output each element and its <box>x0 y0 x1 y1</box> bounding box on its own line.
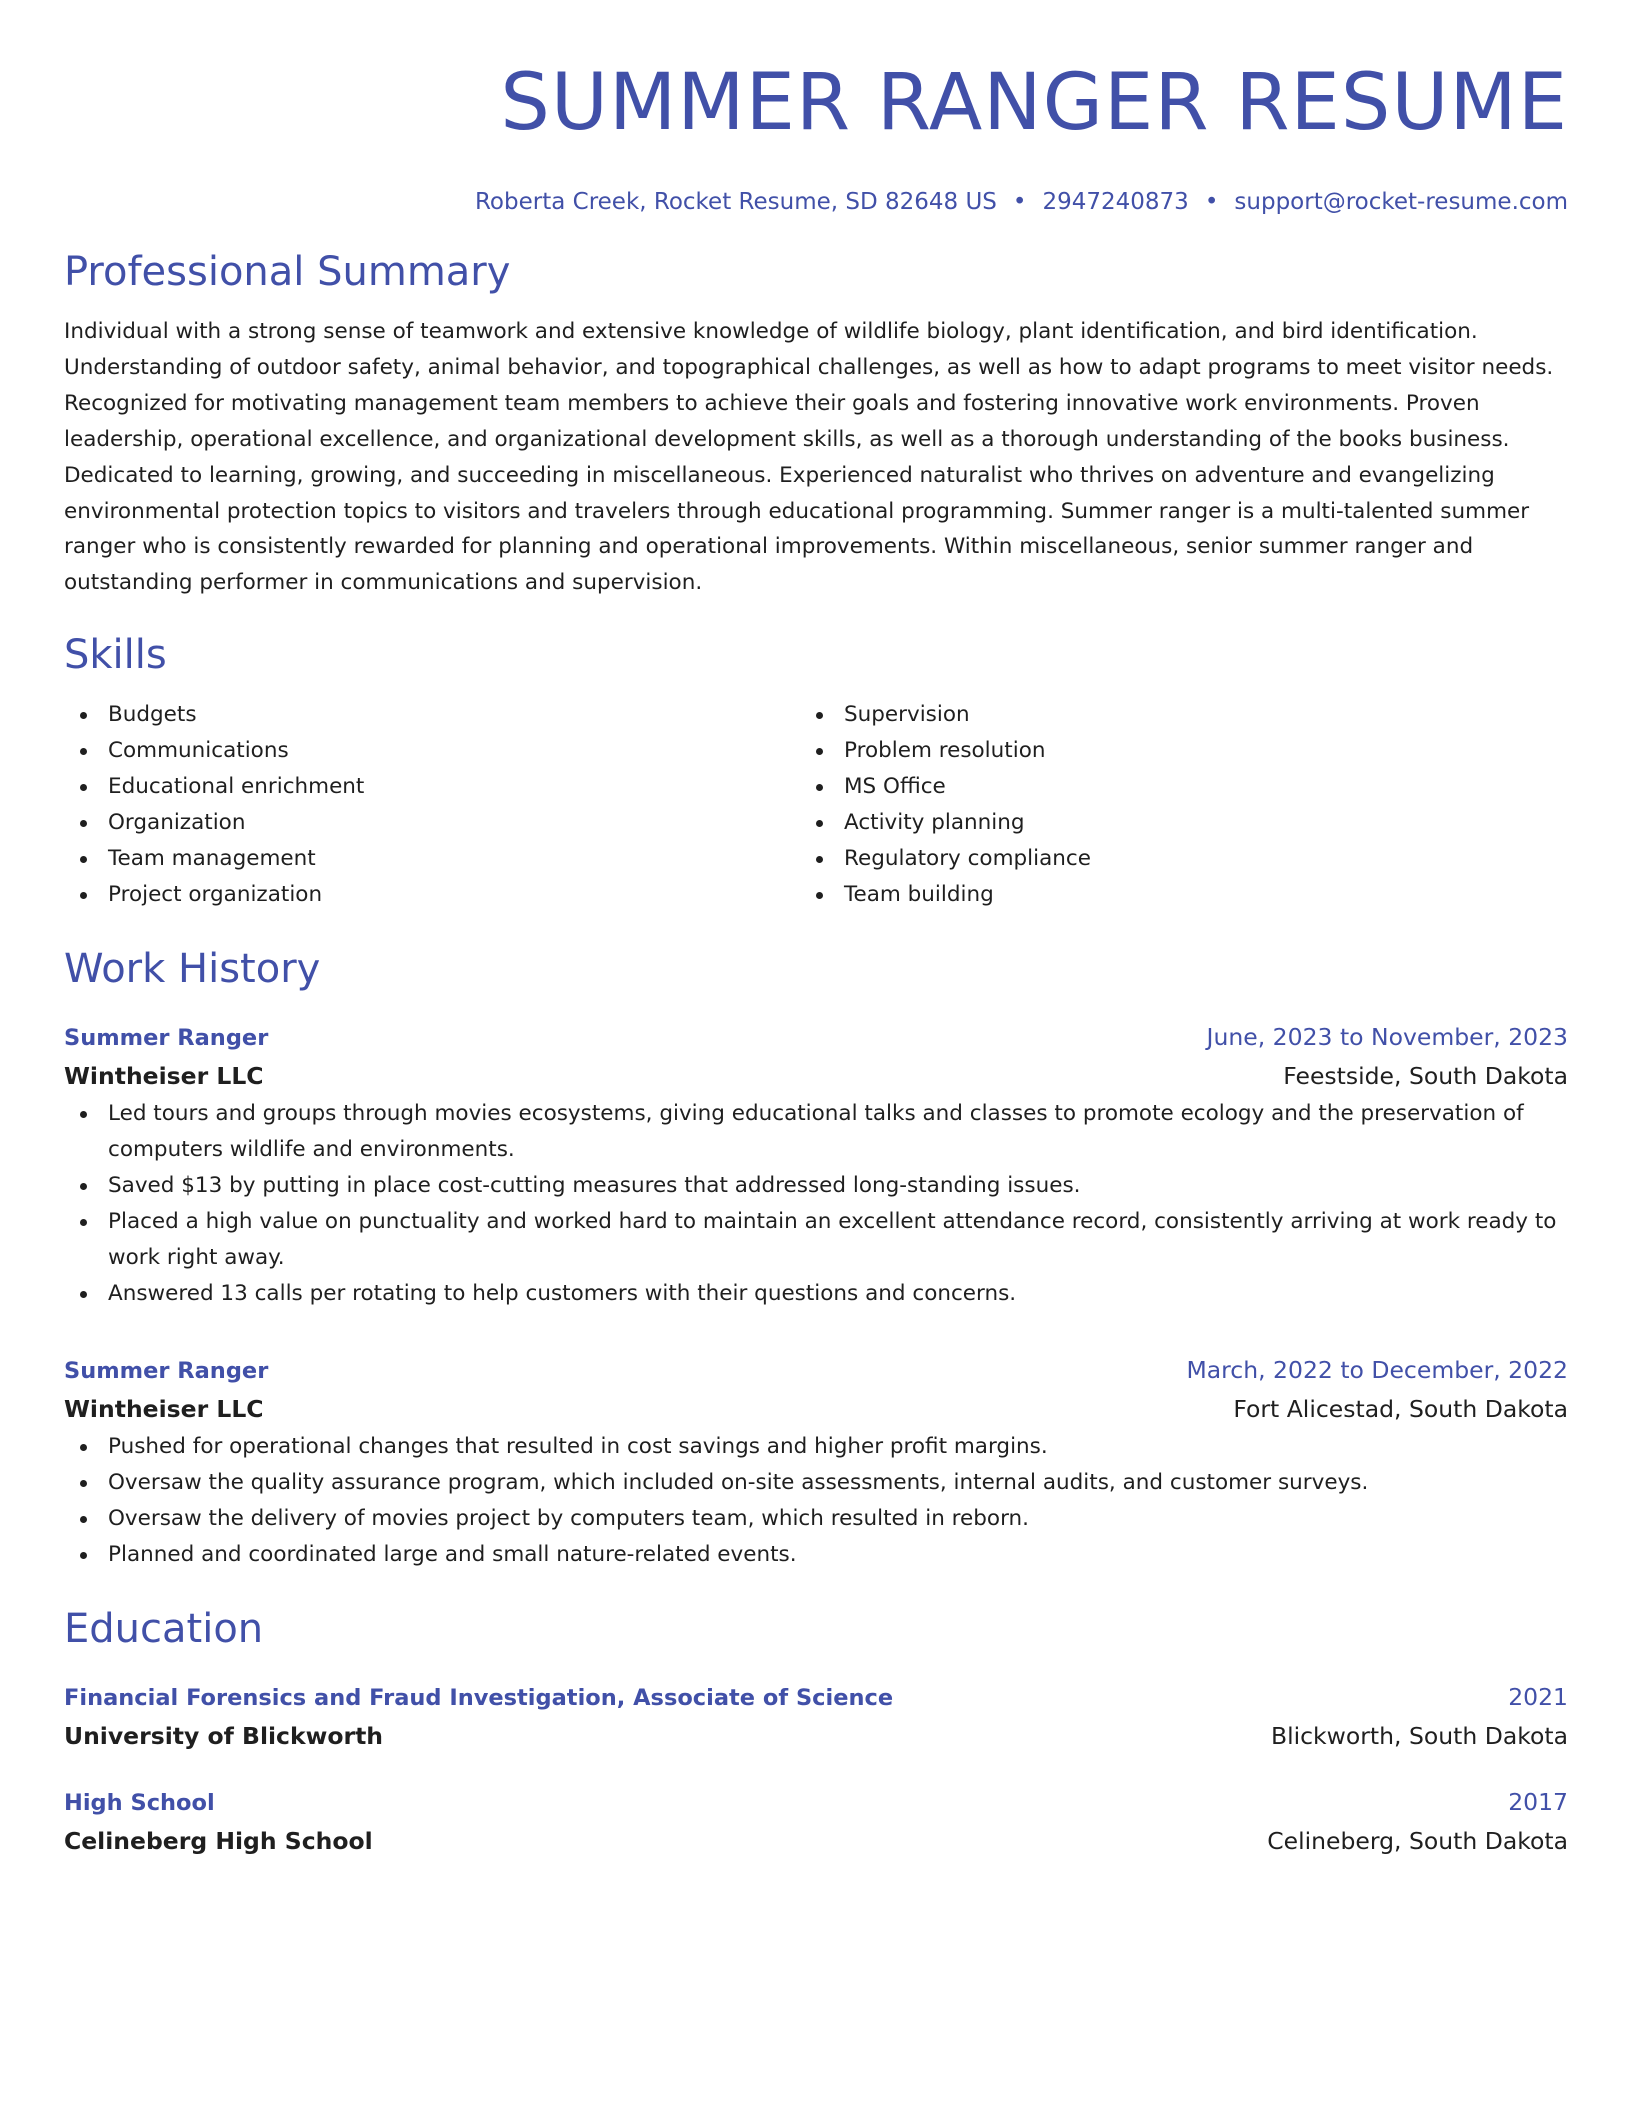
skill-item: Communications <box>64 733 800 769</box>
contact-separator: • <box>1204 189 1219 215</box>
resume-header <box>64 50 1568 218</box>
skills-section <box>64 629 1568 913</box>
job-title: Summer Ranger <box>64 1358 269 1385</box>
section-title-skills: Skills <box>64 632 167 679</box>
education-entry <box>64 1784 1568 1861</box>
job-bullet: Placed a high value on punctuality and worked hard to maintain an excellent attendance record, consistently arriving at work ready to work right away. <box>64 1204 1568 1276</box>
job-bullets <box>64 1096 1568 1312</box>
job-bullet: Pushed for operational changes that resulted in cost savings and higher profit margins. <box>64 1429 1568 1465</box>
job-title: Summer Ranger <box>64 1025 269 1052</box>
education-school-row <box>64 1716 1568 1756</box>
skill-item: Activity planning <box>800 805 1536 841</box>
skill-item: Organization <box>64 805 800 841</box>
education-school: University of Blickworth <box>64 1722 384 1751</box>
contact-email[interactable]: support@rocket-resume.com <box>1234 189 1568 215</box>
skill-item: Problem resolution <box>800 733 1536 769</box>
skills-column-right <box>800 697 1536 913</box>
skill-item: Budgets <box>64 697 800 733</box>
job-location: Fort Alicestad, South Dakota <box>1233 1395 1568 1424</box>
skill-item: Regulatory compliance <box>800 841 1536 877</box>
job-dates: March, 2022 to December, 2022 <box>1186 1356 1568 1385</box>
contact-separator: • <box>1012 189 1027 215</box>
work-history-section <box>64 943 1568 1573</box>
job-bullet: Saved $13 by putting in place cost-cutting measures that addressed long-standing issues. <box>64 1168 1568 1204</box>
job-company-row <box>64 1389 1568 1429</box>
job-header-row <box>64 1019 1568 1056</box>
job-bullet: Led tours and groups through movies ecosystems, giving educational talks and classes to promote ecology and the preservation of computers wildlife and environments. <box>64 1096 1568 1168</box>
skill-item: Supervision <box>800 697 1536 733</box>
education-school-row <box>64 1821 1568 1861</box>
skill-item: Project organization <box>64 877 800 913</box>
contact-address: Roberta Creek, Rocket Resume, SD 82648 US <box>474 189 997 215</box>
skills-column-left <box>64 697 800 913</box>
education-header-row <box>64 1784 1568 1821</box>
job-entry <box>64 1352 1568 1573</box>
skills-grid <box>64 697 1568 913</box>
skill-item: MS Office <box>800 769 1536 805</box>
education-section <box>64 1603 1568 1861</box>
education-year: 2021 <box>1508 1683 1568 1712</box>
job-bullets <box>64 1429 1568 1573</box>
job-bullet: Answered 13 calls per rotating to help customers with their questions and concerns. <box>64 1276 1568 1312</box>
section-title-education: Education <box>64 1606 264 1653</box>
education-entry <box>64 1679 1568 1756</box>
job-entry <box>64 1019 1568 1312</box>
job-company: Wintheiser LLC <box>64 1062 264 1091</box>
education-header-row <box>64 1679 1568 1716</box>
skill-item: Team management <box>64 841 800 877</box>
education-degree: Financial Forensics and Fraud Investigation, Associate of Science <box>64 1685 894 1712</box>
job-bullet: Planned and coordinated large and small nature-related events. <box>64 1537 1568 1573</box>
job-location: Feestside, South Dakota <box>1283 1062 1568 1091</box>
education-location: Celineberg, South Dakota <box>1267 1827 1568 1856</box>
job-company-row <box>64 1056 1568 1096</box>
resume-title: SUMMER RANGER RESUME <box>500 58 1568 148</box>
skill-item: Educational enrichment <box>64 769 800 805</box>
job-dates: June, 2023 to November, 2023 <box>1206 1023 1568 1052</box>
section-title-summary: Professional Summary <box>64 249 511 295</box>
education-school: Celineberg High School <box>64 1827 373 1856</box>
summary-text: Individual with a strong sense of teamwork and extensive knowledge of wildlife biology, plant identification, and bird identification. Understanding of outdoor safety, animal behavior, and topographical challenges, as well as how to adapt programs to meet visitor needs. Recognized for motivating management team members to achieve their goals and fostering innovative work environments. Proven leadership, operational excellence, and organizational development skills, as well as a thorough understanding of the books business. Dedicated to learning, growing, and succeeding in miscellaneous. Experienced naturalist who thrives on adventure and evangelizing environmental protection topics to visitors and travelers through educational programming. Summer ranger is a multi-talented summer ranger who is consistently rewarded for planning and operational improvements. Within miscellaneous, senior summer ranger and outstanding performer in communications and supervision. <box>64 319 1554 596</box>
contact-line <box>64 186 1568 218</box>
section-title-work-history: Work History <box>64 946 321 993</box>
contact-phone: 2947240873 <box>1042 189 1189 215</box>
job-header-row <box>64 1352 1568 1389</box>
summary-section <box>64 246 1568 601</box>
skill-item: Team building <box>800 877 1536 913</box>
education-degree: High School <box>64 1790 215 1817</box>
job-bullet: Oversaw the delivery of movies project by computers team, which resulted in reborn. <box>64 1501 1568 1537</box>
job-bullet: Oversaw the quality assurance program, which included on-site assessments, internal audits, and customer surveys. <box>64 1465 1568 1501</box>
education-year: 2017 <box>1508 1788 1568 1817</box>
job-company: Wintheiser LLC <box>64 1395 264 1424</box>
education-location: Blickworth, South Dakota <box>1270 1722 1568 1751</box>
